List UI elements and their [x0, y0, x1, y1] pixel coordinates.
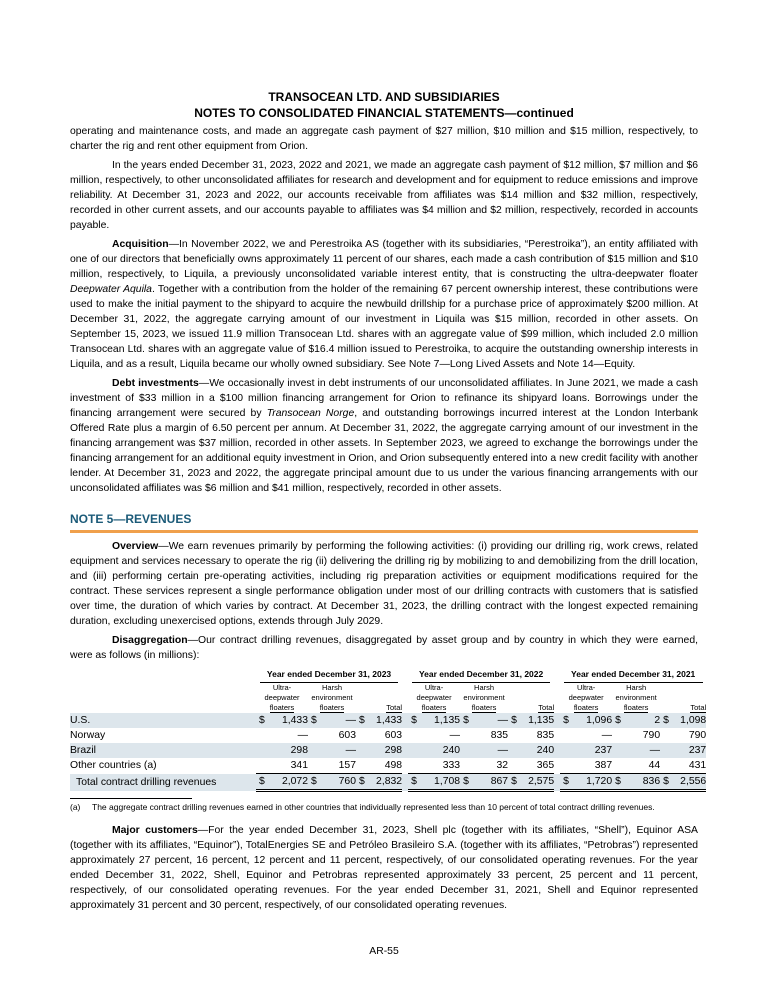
- cell-value: 44: [648, 760, 661, 771]
- cell-value: 867: [472, 774, 508, 791]
- year-group-header: Year ended December 31, 2021: [564, 667, 703, 683]
- dollar-sign: $: [615, 776, 621, 787]
- cell-value: 790: [688, 730, 707, 741]
- overview-lead: Overview: [112, 541, 159, 552]
- page-number: AR-55: [369, 946, 399, 957]
- cell-value: 1,135: [420, 713, 460, 728]
- page-content: [70, 89, 707, 917]
- table-row: [70, 713, 706, 728]
- table-row: [70, 758, 706, 774]
- table-row: [70, 743, 706, 758]
- column-header: floaters: [269, 703, 295, 712]
- cell-value: 1,720: [572, 774, 612, 791]
- dollar-sign: $: [663, 776, 669, 787]
- note-heading: NOTE 5—REVENUES: [70, 512, 698, 533]
- dollar-sign: $: [511, 776, 517, 787]
- paragraph-disaggregation: [70, 633, 698, 663]
- cell-value: 240: [520, 743, 554, 758]
- paragraph-orion: operating and maintenance costs, and made an aggregate cash payment of $27 million, $10 million and $15 million, respectively, to charter the rig and rent other equipment from Orion.: [70, 126, 698, 152]
- column-header: Total: [690, 703, 707, 712]
- cell-value: 836: [624, 774, 660, 791]
- column-header: environment: [463, 693, 505, 702]
- major-customers-lead: Major customers: [112, 825, 198, 836]
- year-group-header: Year ended December 31, 2023: [260, 667, 399, 683]
- cell-value: 1,098: [672, 713, 706, 728]
- cell-value: 2,575: [520, 774, 554, 791]
- cell-value: 237: [672, 743, 706, 758]
- dollar-sign: $: [463, 715, 469, 726]
- dollar-sign: $: [463, 776, 469, 787]
- column-header: Harsh: [626, 683, 647, 692]
- column-header: floaters: [421, 703, 447, 712]
- text: —Our contract drilling revenues, disaggregated by asset group and by country in which they were earned, were as follows (in millions):: [70, 635, 698, 661]
- cell-value: —: [601, 730, 613, 741]
- cell-value: 240: [420, 743, 460, 758]
- cell-value: 341: [290, 760, 308, 771]
- row-label: Norway: [70, 730, 106, 741]
- column-header: Harsh: [474, 683, 495, 692]
- cell-value: —: [624, 743, 660, 758]
- cell-value: 298: [368, 743, 402, 758]
- footnote: [70, 802, 698, 813]
- column-header: deepwater: [416, 693, 452, 702]
- cell-value: 835: [536, 730, 555, 741]
- header-company: TRANSOCEAN LTD. AND SUBSIDIARIES: [268, 90, 500, 104]
- cell-value: 365: [536, 760, 555, 771]
- row-label: Other countries (a): [70, 760, 157, 772]
- row-label: Brazil: [70, 743, 256, 758]
- cell-value: 157: [338, 760, 356, 771]
- cell-value: 298: [268, 743, 308, 758]
- cell-value: 835: [490, 730, 509, 741]
- cell-value: —: [297, 730, 308, 741]
- cell-value: —: [320, 743, 356, 758]
- paragraph-debt: [70, 376, 698, 496]
- cell-value: 237: [572, 743, 612, 758]
- text: —We occasionally invest in debt instruments of our unconsolidated affiliates. In June 2021, we made a cash investment of $33 million in a $100 million financing arrangement for Orion to refinance its shipyard loans. Borrowings under the financing arrangement were secured by: [70, 378, 698, 419]
- cell-value: —: [320, 713, 356, 728]
- disaggregation-lead: Disaggregation: [112, 635, 188, 646]
- dollar-sign: $: [615, 715, 621, 726]
- dollar-sign: $: [563, 776, 569, 787]
- revenue-table: [70, 667, 706, 792]
- cell-value: 1,708: [420, 774, 460, 791]
- text: . Together with a contribution from the holder of the remaining 67 percent ownership interest, these contributions were used to make the initial payment to the shipyard to acquire the newbuild drillship for a purchase price of approximately $200 million. At December 31, 2022, the aggregate carrying amount of our investment in Liquila was $15 million, recorded in other assets. On September 15, 2023, we issued 11.9 million Transocean Ltd. shares with an aggregate value of $99 million, which included 2.0 million Transocean Ltd. shares with an aggregate value of $16.4 million issued to Perestroika, to acquire the outstanding ownership interests in Liquila, and as a result, Liquila became our wholly owned subsidiary. See Note 7—Long Lived Assets and Note 14—Equity.: [70, 284, 698, 370]
- paragraph-acquisition: [70, 237, 698, 372]
- cell-value: 1,433: [268, 713, 308, 728]
- cell-value: 2,072: [268, 774, 308, 791]
- cell-value: —: [472, 743, 508, 758]
- column-header: environment: [615, 693, 657, 702]
- column-header: environment: [311, 693, 353, 702]
- paragraph-major-customers: [70, 823, 698, 913]
- paragraph-affiliates: In the years ended December 31, 2023, 2022 and 2021, we made an aggregate cash payment of $12 million, $7 million and $6 million, respectively, to other unconsolidated affiliates for research and development and for equipment to reduce emissions and improve reliability. At December 31, 2023 and 2022, our accounts receivable from affiliates was $14 million and $32 million, respectively, recorded in other current assets, and our accounts payable to affiliates was $4 million and $2 million, respectively, recorded in accounts payable.: [70, 160, 698, 231]
- column-header: deepwater: [568, 693, 604, 702]
- cell-value: 333: [442, 760, 461, 771]
- cell-value: 790: [642, 730, 661, 741]
- cell-value: —: [472, 713, 508, 728]
- cell-value: 760: [320, 774, 356, 791]
- cell-value: 498: [384, 760, 403, 771]
- column-header: Ultra-: [424, 683, 444, 692]
- header-title: NOTES TO CONSOLIDATED FINANCIAL STATEMENTS—continued: [194, 106, 574, 120]
- column-header: Total: [386, 703, 403, 712]
- cell-value: 603: [384, 730, 403, 741]
- cell-value: 1,433: [368, 713, 402, 728]
- text: —We earn revenues primarily by performing the following activities: (i) providing our drilling rig, work crews, related equipment and services necessary to operate the rig (ii) delivering the drilling rig by mobilizing to and demobilizing from the drill location, and (iii) performing certain pre-operating activities, including rig preparation activities or equipment modifications required for the contract. These services represent a single performance obligation under most of our drilling contracts with customers that is satisfied over time, the duration of which varies by contract. At December 31, 2023, the drilling contract with the longest expected remaining duration, excluding unexercised options, extends through July 2029.: [70, 541, 698, 627]
- column-header: floaters: [623, 703, 649, 712]
- table-row: [70, 774, 706, 791]
- rig-name: Transocean Norge: [266, 408, 355, 419]
- row-label: Total contract drilling revenues: [70, 774, 256, 791]
- footnote-mark: (a): [70, 802, 81, 812]
- table-row: [70, 728, 706, 743]
- dollar-sign: $: [663, 715, 669, 726]
- footnote-text: The aggregate contract drilling revenues earned in other countries that individually represented less than 10 percent of total contract drilling revenues.: [92, 802, 655, 812]
- dollar-sign: $: [259, 715, 265, 726]
- column-header: Harsh: [321, 683, 342, 692]
- debt-lead: Debt investments: [112, 378, 199, 389]
- column-header: Ultra-: [576, 683, 596, 692]
- dollar-sign: $: [411, 776, 417, 787]
- cell-value: 32: [496, 760, 509, 771]
- cell-value: 387: [594, 760, 613, 771]
- dollar-sign: $: [311, 715, 317, 726]
- dollar-sign: $: [359, 776, 365, 787]
- cell-value: 2,556: [672, 774, 706, 791]
- dollar-sign: $: [511, 715, 517, 726]
- text: —For the year ended December 31, 2023, Shell plc (together with its affiliates, “Shell”), Equinor ASA (together with its affiliates, “Equinor”), TotalEnergies SE and Petróleo Brasileiro S.A. (together with its affiliates, “Petrobras”) represented approximately 27 percent, 16 percent, 12 percent and 11 percent, respectively, of our consolidated operating revenues. For the year ended December 31, 2022, Shell, Equinor and Petrobras represented approximately 33 percent, 25 percent and 11 percent, respectively, of our consolidated operating revenues. For the year ended December 31, 2021, Shell and Equinor represented approximately 31 percent and 30 percent, respectively, of our consolidated operating revenues.: [70, 825, 698, 911]
- rig-name: Deepwater Aquila: [70, 284, 152, 295]
- paragraph-overview: [70, 539, 698, 629]
- column-header: deepwater: [264, 693, 300, 702]
- text: , and outstanding borrowings incurred interest at the London Interbank Offered Rate plus a margin of 6.50 percent per annum. At December 31, 2022, the aggregate carrying amount of our investment in the financing arrangement was $37 million, recorded in other assets. In September 2023, we agreed to exchange the borrowings under the financing arrangement for an additional equity investment in Orion, and Orion subsequently entered into a new credit facility with another lender. At December 31, 2023 and 2022, the aggregate principal amount due to us under the various financing arrangements with our unconsolidated affiliates was $6 million and $41 million, respectively, recorded in other assets.: [70, 408, 698, 494]
- column-header: floaters: [319, 703, 345, 712]
- year-group-header: Year ended December 31, 2022: [412, 667, 551, 683]
- column-header: floaters: [573, 703, 599, 712]
- dollar-sign: $: [359, 715, 365, 726]
- dollar-sign: $: [411, 715, 417, 726]
- cell-value: 1,135: [520, 713, 554, 728]
- column-header: Ultra-: [272, 683, 292, 692]
- footnote-rule: [70, 798, 192, 799]
- dollar-sign: $: [563, 715, 569, 726]
- cell-value: 2,832: [368, 774, 402, 791]
- dollar-sign: $: [259, 776, 265, 787]
- cell-value: 1,096: [572, 713, 612, 728]
- cell-value: 603: [338, 730, 356, 741]
- dollar-sign: $: [311, 776, 317, 787]
- cell-value: —: [449, 730, 461, 741]
- acquisition-lead: Acquisition: [112, 239, 169, 250]
- cell-value: 2: [624, 713, 660, 728]
- row-label: U.S.: [70, 713, 256, 728]
- column-header: Total: [538, 703, 555, 712]
- cell-value: 431: [688, 760, 707, 771]
- column-header: floaters: [471, 703, 497, 712]
- text: —In November 2022, we and Perestroika AS (together with its subsidiaries, “Perestroika”), an entity affiliated with one of our directors that beneficially owns approximately 11 percent of our shares, each made a cash contribution of $15 million and $10 million, respectively, to Liquila, a previously unconsolidated variable interest entity, that is constructing the ultra-deepwater floater: [70, 239, 698, 280]
